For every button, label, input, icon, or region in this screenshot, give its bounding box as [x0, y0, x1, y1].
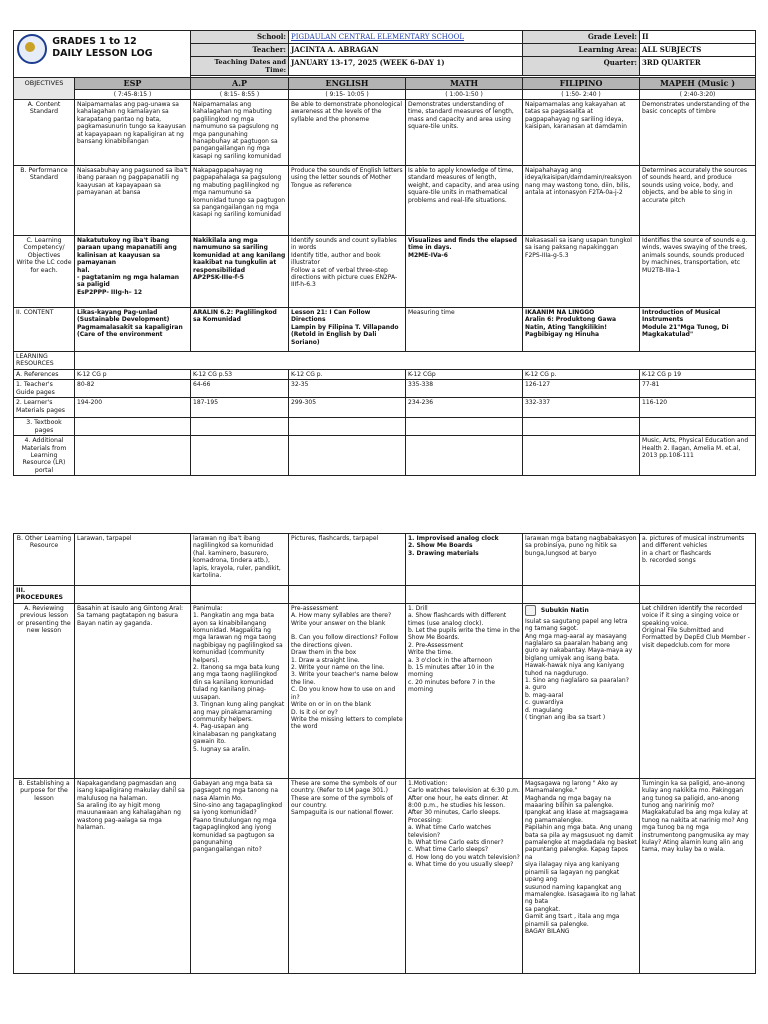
table-cell: K-12 CG p [75, 370, 191, 380]
area-value: ALL SUBJECTS [640, 44, 756, 57]
row-label: C. Learning Competency/ Objectives [23, 237, 65, 259]
table-cell: Identify sounds and count syllables in words Identify title, author and book illustrator Follow a set of verbal three-step directions with picture cues EN2PA-IIIf-h-6.3 [289, 236, 406, 308]
row-label: 1. Teacher's Guide pages [14, 380, 75, 398]
col-time: ( 2:40-3:20) [640, 90, 756, 100]
table-cell: 1.Motivation: Carlo watches television at 6:30 p.m. After one hour, he eats dinner. At 8:00 p.m., he studies his lesson. After 30 minutes, Carlo sleeps. Processing: a. What time Carlo watches television? b. What time Carlo eats dinner? c. What time Carlo sleeps? d. How long do you watch television? e. What time do you usually sleep? [406, 778, 523, 973]
table-cell: Pictures, flashcards, tarpapel [289, 534, 406, 586]
teacher-label: Teacher: [191, 44, 289, 57]
row-sublabel: Write the LC code for each. [16, 259, 72, 274]
dates-label: Teaching Dates and Time: [191, 57, 289, 76]
table-cell: Naipahahayag ang ideya/kaisipan/damdamin/reaksyon nang may wastong tono, diin, bilis, antala at intonasyon F2TA-0a-j-2 [523, 166, 640, 236]
col-time: ( 7:45-8:15 ) [75, 90, 191, 100]
table-cell: a. pictures of musical instruments and different vehicles in a chart or flashcards b. recorded songs [640, 534, 756, 586]
deped-logo-icon [17, 34, 47, 64]
row-label: A. References [14, 370, 75, 380]
table-row [14, 418, 756, 436]
row-label: A. Content Standard [14, 100, 75, 166]
row-label: B. Other Learning Resource [14, 534, 75, 586]
table-row [14, 352, 756, 370]
table-cell: Isulat sa sagutang papel ang letra ng tamang sagot. Ang mga mag-aaral ay masayang naglalaro sa paaralan habang ang guro ay nakabantay. Maya-maya ay biglang umiyak ang isang bata. Hawak-hawak niya ang kaniyang tuhod na nagdurugo. 1. Sino ang naglalaro sa paaralan? a. guro b. mag-aaral c. guwardiya d. magulang ( tingnan ang iba sa tsart ) [525, 617, 633, 722]
grade-value: II [640, 31, 756, 44]
col-head-filipino: FILIPINO [523, 78, 640, 90]
area-label: Learning Area: [523, 44, 640, 57]
col-head-esp: ESP [75, 78, 191, 90]
table-cell: These are some the symbols of our country. (Refer to LM page 301.) These are some of the symbols of our country. Sampaguita is our national flower. [289, 778, 406, 973]
table-row [14, 436, 756, 476]
school-value[interactable]: PIGDAULAN CENTRAL ELEMENTARY SCHOOL [291, 33, 465, 41]
quarter-label: Quarter: [523, 57, 640, 76]
table-cell: Nakikilala ang mga namumuno sa sariling komunidad at ang kanilang kaakibat na tungkulin at responsibilidad AP2PSK-IIIe-f-5 [191, 236, 289, 308]
table-cell: K-12 CG p 19 [640, 370, 756, 380]
col-head-mapeh: MAPEH (Music ) [640, 78, 756, 90]
table-cell: K-12 CGp [406, 370, 523, 380]
teacher-value: JACINTA A. ABRAGAN [289, 44, 523, 57]
row-label: B. Establishing a purpose for the lesson [14, 778, 75, 973]
dates-value: JANUARY 13-17, 2025 (WEEK 6-DAY 1) [289, 57, 523, 76]
lesson-log-page-2 [13, 533, 755, 974]
table-cell: Visualizes and finds the elapsed time in days. M2ME-IVa-6 [406, 236, 523, 308]
table-row [14, 534, 756, 586]
grade-label: Grade Level: [523, 31, 640, 44]
table-cell: Measuring time [406, 308, 523, 352]
table-row [14, 236, 756, 308]
table-cell: Naipamamalas ang kakayahan at tatas sa pagsasalita at pagpapahayag ng sariling ideya, kaisipan, karanasan at damdamin [523, 100, 640, 166]
col-head-math: MATH [406, 78, 523, 90]
table-cell: 116-120 [640, 398, 756, 418]
table-row [14, 308, 756, 352]
row-label: II. CONTENT [14, 308, 75, 352]
table-cell: 77-81 [640, 380, 756, 398]
table-cell: Let children identify the recorded voice if it sing a singing voice or speaking voice. Original File Submitted and Formatted by DepEd Club Member - visit depedclub.com for more [640, 603, 756, 778]
col-time: ( 9:15- 10:05 ) [289, 90, 406, 100]
table-row [14, 778, 756, 973]
table-cell: 80-82 [75, 380, 191, 398]
table-cell: 234-236 [406, 398, 523, 418]
table-row [14, 398, 756, 418]
table-cell: Panimula: 1. Pangkatin ang mga bata ayon sa kinabibilangang komunidad. Magpakita ng mga larawan ng mga taong nagbibigay ng paglilingkod sa komunidad (community helpers). 2. Itanong sa mga bata kung ang mga taong naglilingkod din sa kanilang komunidad tulad ng kanilang pinag-uusapan. 3. Tingnan kung aling pangkat ang may pinakamaraming community helpers. 4. Pag-usapan ang kinalabasan ng pangkatang gawain ito. 5. Iugnay sa aralin. [191, 603, 289, 778]
log-title: DAILY LESSON LOG [52, 48, 153, 59]
table-cell: Nakasasali sa isang usapan tungkol sa isang paksang napakinggan F2PS-IIIa-g-5.3 [523, 236, 640, 308]
table-row [14, 603, 756, 778]
table-cell: Produce the sounds of English letters using the letter sounds of Mother Tongue as reference [289, 166, 406, 236]
table-cell: Tumingin ka sa paligid, ano-anong kulay ang nakikita mo. Pakinggan ang tunog sa paligid, ano-anong tunog ang naririnig mo? Magkakatulad ba ang mga kulay at tunog na nakita at narinig mo? Ang mga tunog ba ng mga instrumentong pangmusika ay may kulay? Ating alamin kung alin ang tama, may kulay ba o wala. [640, 778, 756, 973]
table-cell: Napakagandang pagmasdan ang isang kapaligirang makulay dahil sa malulusog na halaman. Sa araling ito ay higit mong mauunawaan ang kahalagahan ng wastong pag-aalaga sa mga halaman. [75, 778, 191, 973]
row-label: 4. Additional Materials from Learning Resource (LR) portal [14, 436, 75, 476]
subukin-natin-label: Subukin Natin [540, 606, 589, 614]
header-title-block [14, 31, 191, 78]
table-row [14, 166, 756, 236]
table-cell: Naipamamalas ang kahalagahan ng mabuting paglilingkod ng mga namumuno sa pagsulong ng mga pangunahing hanapbuhay at pagtugon sa pangangailangan ng mga kasapi ng sariling komunidad [191, 100, 289, 166]
table-cell: 1. Drill a. Show flashcards with different times (use analog clock). b. Let the pupils write the time in the Show Me Boards. 2. Pre-Assessment Write the time. a. 3 o'clock in the afternoon b. 15 minutes after 10 in the morning c. 20 minutes before 7 in the morning [406, 603, 523, 778]
row-label: 3. Textbook pages [14, 418, 75, 436]
table-cell: 32-35 [289, 380, 406, 398]
table-cell: Is able to apply knowledge of time, standard measures of length, weight, and capacity, and area using square-tile units in mathematical problems and real-life situations. [406, 166, 523, 236]
table-cell: 187-195 [191, 398, 289, 418]
table-cell: Demonstrates understanding of the basic concepts of timbre [640, 100, 756, 166]
grades-title: GRADES 1 to 12 [52, 36, 137, 47]
col-head-ap: A.P [191, 78, 289, 90]
row-label: A. Reviewing previous lesson or presenting the new lesson [14, 603, 75, 778]
table-cell: Naisasabuhay ang pagsunod sa iba't ibang paraan ng pagpapanatili ng kaayusan at kapayapaan sa pamayanan at bansa [75, 166, 191, 236]
table-cell: Gabayan ang mga bata sa pagsagot ng mga tanong na nasa Alamin Mo. Sino-sino ang tagapaglingkod sa iyong komunidad? Paano tinutulungan ng mga tagapaglingkod ang iyong komunidad sa pagtugon sa pangunahing pangangailangan nito? [191, 778, 289, 973]
table-cell: 335-338 [406, 380, 523, 398]
table-cell: 194-200 [75, 398, 191, 418]
table-cell: Lesson 21: I Can Follow Directions Lampin by Filipina T. Villapando (Retold in English by Dali Soriano) [289, 308, 406, 352]
table-row [14, 380, 756, 398]
table-row [14, 100, 756, 166]
table-cell: Demonstrates understanding of time, standard measures of length, mass and capacity and area using square-tile units. [406, 100, 523, 166]
table-cell: Larawan, tarpapel [75, 534, 191, 586]
table-cell: Magsagawa ng larong " Ako ay Mamamalengke." Maghanda ng mga bagay na maaaring bilihin sa palengke. Ipangkat ang klase at magsagawa ng pamamalengke. Papilahin ang mga bata. Ang unang bata sa pila ay magsusuot ng damit pamalengke at magdadala ng basket papuntang palengke. Kapag tapos na siya ilalagay niya ang kaniyang pinamili sa lagayan ng pangkat upang ang susunod naming kapangkat ang mamalengke. Isasagawa ito ng lahat ng bata sa pangkat. Gamit ang tsart , itala ang mga pinamili sa palengke. BAGAY BILANG [523, 778, 640, 973]
table-cell: 299-305 [289, 398, 406, 418]
school-label: School: [191, 31, 289, 44]
table-cell: larawan mga batang nagbabakasyon sa probinsiya, puno ng hitik sa bunga,lungsod at baryo [523, 534, 640, 586]
table-cell: Naipamamalas ang pag-unawa sa kahalagahan ng kamalayan sa karapatang pantao ng bata, pagkamasunurin tungo sa kaayusan at kapayapaan ng kapaligiran at ng bansang kinabibilangan [75, 100, 191, 166]
table-cell: Determines accurately the sources of sounds heard, and produce sounds using voice, body, and objects, and be able to sing in accurate pitch [640, 166, 756, 236]
table-cell: K-12 CG p. [289, 370, 406, 380]
row-label: 2. Learner's Materials pages [14, 398, 75, 418]
col-time: ( 1:50- 2:40 ) [523, 90, 640, 100]
table-cell: Introduction of Musical Instruments Module 21"Mga Tunog, Di Magkakatulad" [640, 308, 756, 352]
table-cell: 64-66 [191, 380, 289, 398]
table-cell: Basahin at isaulo ang Gintong Aral: Sa tamang pagtatapon ng basura Bayan natin ay gaganda. [75, 603, 191, 778]
objectives-label: OBJECTIVES [14, 78, 75, 100]
table-cell: Music, Arts, Physical Education and Health 2. Ilagan, Amelia M. et.al, 2013 pp.108-111 [640, 436, 756, 476]
row-label: III. PROCEDURES [14, 586, 75, 604]
row-label: LEARNING RESOURCES [14, 352, 75, 370]
table-row [14, 370, 756, 380]
table-cell: 332-337 [523, 398, 640, 418]
col-head-english: ENGLISH [289, 78, 406, 90]
quarter-value: 3RD QUARTER [640, 57, 756, 76]
table-cell: larawan ng iba't ibang naglilingkod sa komunidad (hal. kaminero, basurero, komadrona, tindera atb.), lapis, krayola, ruler, pandikit, kartolina. [191, 534, 289, 586]
table-cell: K-12 CG p.53 [191, 370, 289, 380]
row-label: B. Performance Standard [14, 166, 75, 236]
table-cell: 126-127 [523, 380, 640, 398]
table-cell: ARALIN 6.2: Paglilingkod sa Komunidad [191, 308, 289, 352]
lesson-log-page-1 [13, 30, 755, 476]
lesson-log-table-continued [13, 533, 756, 974]
table-cell: 1. Improvised analog clock 2. Show Me Boards 3. Drawing materials [406, 534, 523, 586]
table-cell: Likas-kayang Pag-unlad (Sustainable Development) Pagmamalasakit sa kapaligiran (Care of the environment [75, 308, 191, 352]
table-row [14, 586, 756, 604]
table-cell: Nakapagpapahayag ng pagpapahalaga sa pagsulong ng mabuting paglilingkod ng mga namumuno sa komunidad tungo sa pagtugon sa pangangailangan ng mga kasapi ng sariling komunidad [191, 166, 289, 236]
subukin-natin-icon [525, 605, 536, 616]
table-cell: Be able to demonstrate phonological awareness at the levels of the syllable and the phoneme [289, 100, 406, 166]
table-cell: Identifies the source of sounds e.g. winds, waves swaying of the trees, animals sounds, sounds produced by machines, transportation, etc MU2TB-IIIa-1 [640, 236, 756, 308]
col-time: ( 8:15- 8:55 ) [191, 90, 289, 100]
table-cell: IKAANIM NA LINGGO Aralin 6: Produktong Gawa Natin, Ating Tangkilikin! Pagbibigay ng Hinuha [523, 308, 640, 352]
table-cell: K-12 CG p. [523, 370, 640, 380]
col-time: ( 1:00-1:50 ) [406, 90, 523, 100]
table-cell: Pre-assessment A. How many syllables are there? Write your answer on the blank B. Can you follow directions? Follow the directions given. Draw them in the box 1. Draw a straight line. 2. Write your name on the line. 3. Write your teacher's name below the line. C. Do you know how to use on and in? Write on or in on the blank D. Is it oi or oy? Write the missing letters to complete the word [289, 603, 406, 778]
lesson-log-table [13, 30, 756, 476]
table-cell: Nakatutukoy ng iba't ibang paraan upang mapanatili ang kalinisan at kaayusan sa pamayanan hal. - pagtatanim ng mga halaman sa paligid EsP2PPP- IIIg-h– 12 [75, 236, 191, 308]
